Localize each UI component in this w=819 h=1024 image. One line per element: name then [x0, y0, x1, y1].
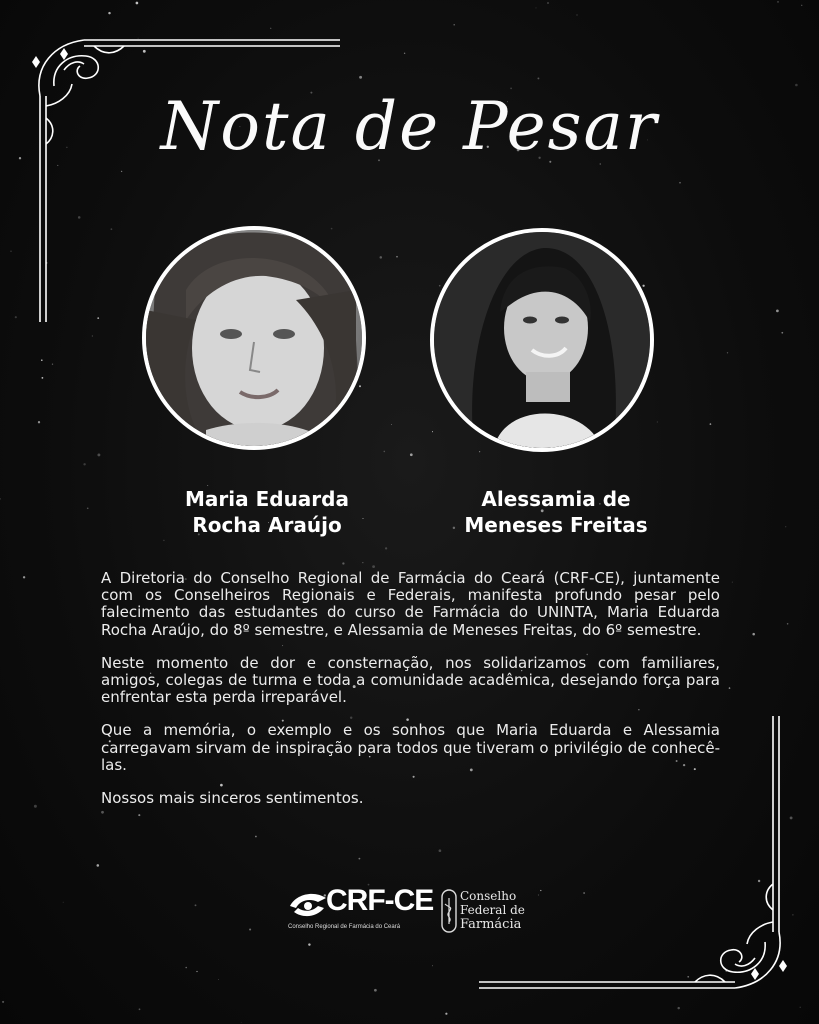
star-dot	[52, 364, 53, 365]
star-dot	[374, 989, 377, 992]
star-dot	[777, 1, 779, 3]
star-dot	[10, 251, 11, 252]
cff-seal-icon	[440, 888, 458, 934]
star-dot	[776, 310, 779, 313]
star-dot	[308, 943, 310, 945]
cff-logo-line2: Federal de	[460, 903, 525, 917]
cff-logo-line3: Farmácia	[460, 917, 522, 932]
crf-emblem-icon	[288, 888, 328, 922]
star-dot	[404, 53, 405, 54]
star-dot	[241, 1022, 242, 1023]
star-dot	[410, 453, 413, 456]
star-dot	[362, 562, 363, 563]
person-name-2-line2: Meneses Freitas	[464, 513, 648, 537]
star-dot	[97, 453, 100, 456]
star-dot	[787, 623, 789, 625]
star-dot	[732, 582, 733, 583]
star-dot	[380, 256, 383, 259]
star-dot	[0, 498, 1, 500]
message-paragraph: Neste momento de dor e consternação, nos solidarizamos com familiares, amigos, colegas de turma e toda a comunidade acadêmica, desejando força para enfrentar esta perda irreparável.	[101, 653, 720, 707]
star-dot	[710, 423, 712, 425]
star-dot	[92, 335, 93, 336]
portrait-photo	[434, 232, 650, 448]
star-dot	[657, 422, 658, 423]
star-dot	[677, 1007, 679, 1009]
star-dot	[752, 633, 755, 636]
star-dot	[391, 424, 392, 425]
star-dot	[195, 904, 197, 906]
star-dot	[372, 565, 375, 568]
star-dot	[576, 14, 577, 15]
star-dot	[679, 182, 681, 184]
star-dot	[479, 451, 480, 452]
star-dot	[255, 836, 257, 838]
star-dot	[23, 576, 25, 578]
star-dot	[727, 352, 728, 353]
star-dot	[453, 24, 455, 26]
person-name-1-line2: Rocha Araújo	[192, 513, 342, 537]
star-dot	[87, 507, 89, 509]
star-dot	[41, 377, 43, 379]
star-dot	[15, 316, 17, 318]
condolence-message	[101, 570, 720, 823]
star-dot	[432, 431, 433, 432]
star-dot	[83, 463, 85, 465]
star-dot	[139, 1008, 141, 1010]
star-dot	[729, 687, 731, 689]
star-dot	[785, 526, 786, 527]
star-dot	[63, 902, 64, 903]
star-dot	[547, 2, 548, 3]
message-paragraph: Que a memória, o exemplo e os sonhos que Maria Eduarda e Alessamia carregavam sirvam de inspiração para todos que tiveram o privilégio de conhecê-las.	[101, 721, 720, 774]
star-dot	[445, 1013, 447, 1015]
star-dot	[359, 76, 362, 79]
star-dot	[801, 5, 802, 6]
star-dot	[185, 967, 187, 969]
crf-logo-subtitle: Conselho Regional de Farmácia do Ceará	[288, 924, 401, 930]
star-dot	[536, 7, 537, 8]
cff-logo-line1: Conselho	[460, 889, 517, 903]
star-dot	[38, 421, 40, 423]
star-dot	[108, 12, 110, 14]
star-dot	[800, 1007, 801, 1008]
page-title: Nota de Pesar	[160, 88, 659, 165]
star-dot	[2, 1001, 4, 1003]
star-dot	[439, 849, 442, 852]
person-name-1	[137, 486, 397, 538]
crf-logo-text: CRF-CE	[326, 884, 434, 917]
star-dot	[34, 805, 37, 808]
star-dot	[359, 858, 361, 860]
star-dot	[136, 2, 139, 5]
person-name-1-line1: Maria Eduarda	[185, 487, 349, 511]
star-dot	[795, 84, 798, 87]
star-dot	[342, 562, 344, 564]
portrait-alessamia	[430, 228, 654, 452]
star-dot	[439, 285, 441, 287]
star-dot	[41, 359, 43, 361]
star-dot	[196, 971, 197, 972]
star-dot	[383, 451, 385, 453]
person-name-2	[426, 486, 686, 538]
message-paragraph: Nossos mais sinceros sentimentos.	[101, 789, 364, 808]
portrait-maria-eduarda	[142, 226, 366, 450]
person-name-2-line1: Alessamia de	[481, 487, 631, 511]
star-dot	[642, 285, 644, 287]
star-dot	[537, 77, 539, 79]
star-dot	[218, 979, 219, 980]
crf-ce-logo	[288, 884, 438, 936]
star-dot	[359, 385, 361, 387]
star-dot	[97, 864, 100, 867]
star-dot	[781, 332, 783, 334]
portrait-photo	[146, 230, 362, 446]
star-dot	[432, 965, 433, 966]
message-paragraph: A Diretoria do Conselho Regional de Farmácia do Ceará (CRF-CE), juntamente com os Conselheiros Regionais e Federais, manifesta profundo pesar pelo falecimento das estudantes do curso de Farmácia do UNINTA, Maria Eduarda Rocha Araújo, do 8º semestre, e Alessamia de Meneses Freitas, do 6º semestre.	[101, 569, 720, 639]
cff-logo	[440, 886, 550, 938]
star-dot	[249, 928, 251, 930]
star-dot	[163, 540, 165, 542]
star-dot	[385, 547, 387, 549]
star-dot	[396, 256, 398, 258]
